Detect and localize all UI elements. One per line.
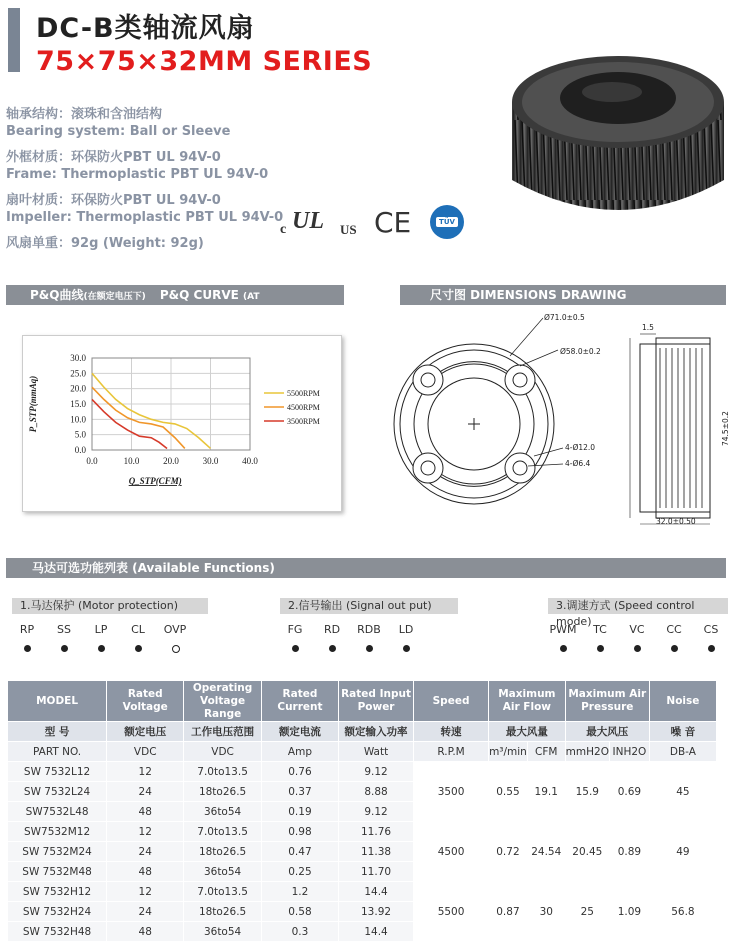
table-group-cell: 15.9: [565, 762, 609, 822]
unit-vdc-range: VDC: [184, 742, 262, 762]
dimensions-drawing: [388, 306, 738, 532]
function-group-label-2: 2.信号输出 (Signal out put): [280, 598, 458, 614]
chart-y-tick-label: 15.0: [70, 399, 86, 409]
table-cell: SW7532L48: [8, 802, 107, 822]
pq-section-bar: [6, 285, 344, 324]
function-code: CC: [666, 623, 682, 636]
cert-c: c: [280, 222, 287, 237]
th-rated-voltage: Rated Voltage: [107, 681, 184, 722]
table-group-cell: 5500: [414, 882, 489, 942]
table-group-cell: 45: [649, 762, 716, 822]
function-available-dot: [98, 645, 105, 652]
fan-product-image: [500, 40, 735, 220]
pq-title-en-small: (AT RATEDVOLTAGE): [6, 292, 260, 324]
table-row: [8, 882, 717, 902]
chart-x-tick-label: 10.0: [123, 456, 140, 466]
function-code: RP: [19, 623, 35, 636]
function-available-dot: [292, 645, 299, 652]
dim-outer-diameter: Ø71.0±0.5: [544, 313, 585, 322]
function-code: FG: [287, 623, 303, 636]
function-available-dot: [671, 645, 678, 652]
table-cell: 7.0to13.5: [184, 822, 262, 842]
table-group-cell: 25: [565, 882, 609, 942]
table-group-cell: 20.45: [565, 822, 609, 882]
table-cell: 13.92: [339, 902, 414, 922]
pq-title-cn-small: (在额定电压下): [83, 292, 146, 302]
table-cell: 11.70: [339, 862, 414, 882]
unit-rpm: R.P.M: [414, 742, 489, 762]
th-rated-current: Rated Current: [261, 681, 338, 722]
table-cell: 9.12: [339, 802, 414, 822]
table-cell: 11.76: [339, 822, 414, 842]
cn-speed: 转速: [414, 722, 489, 742]
dim-hole-inner: 4-Ø6.4: [565, 459, 591, 468]
spec-bearing-cn: 轴承结构：滚珠和含油结构: [6, 107, 163, 122]
table-cell: 48: [107, 862, 184, 882]
table-group-cell: 0.69: [609, 762, 649, 822]
function-code: OVP: [163, 623, 187, 636]
table-group-cell: 0.87: [489, 882, 528, 942]
function-group-label-3: 3.调速方式 (Speed control mode): [548, 598, 728, 614]
table-group-cell: 0.55: [489, 762, 528, 822]
unit-cfm: CFM: [527, 742, 565, 762]
title-accent-bar: [8, 8, 20, 72]
table-cell: 0.47: [261, 842, 338, 862]
dim-depth: 32.0±0.50: [656, 517, 696, 526]
table-cell: 12: [107, 762, 184, 782]
spec-impeller-cn: 扇叶材质：环保防火PBT UL 94V-0: [6, 193, 221, 208]
function-available-dot: [61, 645, 68, 652]
table-group-cell: 4500: [414, 822, 489, 882]
function-code: RD: [323, 623, 341, 636]
th-air-pressure: Maximum Air Pressure: [565, 681, 649, 722]
page-title: DC-B类轴流风扇: [36, 13, 255, 44]
tuv-badge: [430, 205, 464, 239]
table-cell: 8.88: [339, 782, 414, 802]
chart-x-tick-label: 20.0: [163, 456, 179, 466]
cn-rated-current: 额定电流: [261, 722, 338, 742]
spec-frame-en: Frame: Thermoplastic PBT UL 94V-0: [6, 167, 269, 182]
pq-chart: [22, 335, 342, 510]
chart-x-tick-label: 30.0: [202, 456, 219, 466]
table-row: [8, 822, 717, 842]
unit-dba: DB-A: [649, 742, 716, 762]
function-available-dot: [634, 645, 641, 652]
table-cell: 18to26.5: [184, 902, 262, 922]
unit-inh2o: INH2O: [609, 742, 649, 762]
chart-y-tick-label: 0.0: [74, 445, 86, 455]
table-cell: 0.58: [261, 902, 338, 922]
table-cell: 24: [107, 782, 184, 802]
function-optional-dot: [172, 645, 180, 653]
cn-rated-voltage: 额定电压: [107, 722, 184, 742]
table-row: [8, 762, 717, 782]
table-cell: 48: [107, 922, 184, 942]
cn-noise: 噪 音: [649, 722, 716, 742]
ul-cert-logo: [280, 208, 370, 238]
table-cell: SW 7532L24: [8, 782, 107, 802]
function-code: TC: [593, 623, 607, 636]
function-available-dot: [329, 645, 336, 652]
pq-title-cn: P&Q曲线: [30, 288, 84, 302]
table-cell: 48: [107, 802, 184, 822]
spec-impeller-en: Impeller: Thermoplastic PBT UL 94V-0: [6, 210, 284, 225]
table-group-cell: 1.09: [609, 882, 649, 942]
chart-x-tick-label: 40.0: [242, 456, 258, 466]
function-code: SS: [57, 623, 71, 636]
function-available-dot: [597, 645, 604, 652]
dim-hole-outer: 4-Ø12.0: [565, 443, 596, 452]
table-cell: SW 7532M48: [8, 862, 107, 882]
cert-ul: UL: [292, 208, 324, 234]
th-noise: Noise: [649, 681, 716, 722]
table-cell: SW 7532M24: [8, 842, 107, 862]
cn-operating-voltage: 工作电压范围: [184, 722, 262, 742]
chart-y-tick-label: 5.0: [74, 429, 86, 440]
cn-air-flow: 最大风量: [489, 722, 566, 742]
table-cell: 14.4: [339, 882, 414, 902]
table-group-cell: 30: [527, 882, 565, 942]
table-group-cell: 49: [649, 822, 716, 882]
table-cell: 12: [107, 822, 184, 842]
spec-weight: 风扇单重：92g (Weight: 92g): [6, 236, 204, 251]
table-cell: 0.3: [261, 922, 338, 942]
chart-legend-label: 5500RPM: [287, 389, 320, 398]
table-group-cell: 0.72: [489, 822, 528, 882]
unit-mmh2o: mmH2O: [565, 742, 609, 762]
function-code: LP: [94, 623, 108, 636]
chart-x-tick-label: 0.0: [86, 456, 98, 466]
functions-section-bar: 马达可选功能列表 (Available Functions): [6, 558, 726, 578]
table-cell: SW 7532H12: [8, 882, 107, 902]
chart-y-tick-label: 10.0: [70, 414, 86, 425]
function-available-dot: [708, 645, 715, 652]
unit-amp: Amp: [261, 742, 338, 762]
table-cell: 36to54: [184, 922, 262, 942]
unit-watt: Watt: [339, 742, 414, 762]
cn-model: 型 号: [8, 722, 107, 742]
table-cell: 12: [107, 882, 184, 902]
table-cell: 36to54: [184, 862, 262, 882]
function-code: PWM: [549, 623, 577, 636]
function-code: CS: [703, 623, 719, 636]
function-code: CL: [131, 623, 145, 636]
function-code: RDB: [357, 623, 381, 636]
th-speed: Speed: [414, 681, 489, 722]
table-group-cell: 0.89: [609, 822, 649, 882]
tuv-label: TÜV: [436, 217, 458, 227]
table-cell: 1.2: [261, 882, 338, 902]
chart-y-tick-label: 25.0: [70, 368, 86, 379]
chart-y-tick-label: 30.0: [70, 353, 86, 363]
pq-title-en: P&Q CURVE: [159, 288, 239, 302]
table-cell: 18to26.5: [184, 782, 262, 802]
page-subtitle: 75×75×32MM SERIES: [36, 46, 373, 77]
th-air-flow: Maximum Air Flow: [489, 681, 566, 722]
table-cell: 0.37: [261, 782, 338, 802]
function-available-dot: [135, 645, 142, 652]
table-group-cell: 19.1: [527, 762, 565, 822]
cert-us: US: [340, 222, 357, 237]
function-code: LD: [398, 623, 414, 636]
chart-series-line: [92, 399, 167, 448]
dim-frame-thickness: 1.5: [642, 323, 654, 332]
table-cell: SW 7532H24: [8, 902, 107, 922]
table-cell: 24: [107, 902, 184, 922]
function-code: VC: [629, 623, 645, 636]
unit-vdc: VDC: [107, 742, 184, 762]
th-model: MODEL: [8, 681, 107, 722]
dim-hole-spacing: Ø58.0±0.2: [560, 347, 601, 356]
function-available-dot: [403, 645, 410, 652]
function-available-dot: [560, 645, 567, 652]
table-group-cell: 3500: [414, 762, 489, 822]
chart-legend-label: 3500RPM: [287, 417, 320, 426]
dim-height: 74.5±0.2: [721, 411, 730, 446]
unit-part-no: PART NO.: [8, 742, 107, 762]
dim-section-bar: 尺寸图 DIMENSIONS DRAWING: [400, 285, 726, 305]
spec-frame-cn: 外框材质：环保防火PBT UL 94V-0: [6, 150, 221, 165]
unit-m3min: m³/min: [489, 742, 528, 762]
table-cell: 36to54: [184, 802, 262, 822]
chart-y-axis-label: P_STP(mmAq): [28, 375, 38, 433]
table-cell: 7.0to13.5: [184, 882, 262, 902]
table-cell: 0.25: [261, 862, 338, 882]
table-cell: 14.4: [339, 922, 414, 942]
chart-legend-label: 4500RPM: [287, 403, 320, 412]
th-rated-power: Rated Input Power: [339, 681, 414, 722]
table-cell: 24: [107, 842, 184, 862]
table-cell: 18to26.5: [184, 842, 262, 862]
chart-y-tick-label: 20.0: [70, 383, 86, 394]
table-cell: SW 7532L12: [8, 762, 107, 782]
table-cell: 0.76: [261, 762, 338, 782]
function-group-label-1: 1.马达保护 (Motor protection): [12, 598, 208, 614]
chart-x-axis-label: Q_STP(CFM): [128, 476, 182, 486]
function-available-dot: [366, 645, 373, 652]
table-cell: SW7532M12: [8, 822, 107, 842]
table-cell: 7.0to13.5: [184, 762, 262, 782]
th-operating-voltage: Operating Voltage Range: [184, 681, 262, 722]
ce-mark: CE: [374, 206, 412, 239]
cn-air-pressure: 最大风压: [565, 722, 649, 742]
table-cell: SW 7532H48: [8, 922, 107, 942]
table-group-cell: 56.8: [649, 882, 716, 942]
table-cell: 0.98: [261, 822, 338, 842]
table-group-cell: 24.54: [527, 822, 565, 882]
spec-bearing-en: Bearing system: Ball or Sleeve: [6, 124, 231, 139]
function-available-dot: [24, 645, 31, 652]
cn-rated-power: 额定输入功率: [339, 722, 414, 742]
table-cell: 11.38: [339, 842, 414, 862]
spec-table: [7, 680, 717, 942]
table-cell: 9.12: [339, 762, 414, 782]
table-cell: 0.19: [261, 802, 338, 822]
